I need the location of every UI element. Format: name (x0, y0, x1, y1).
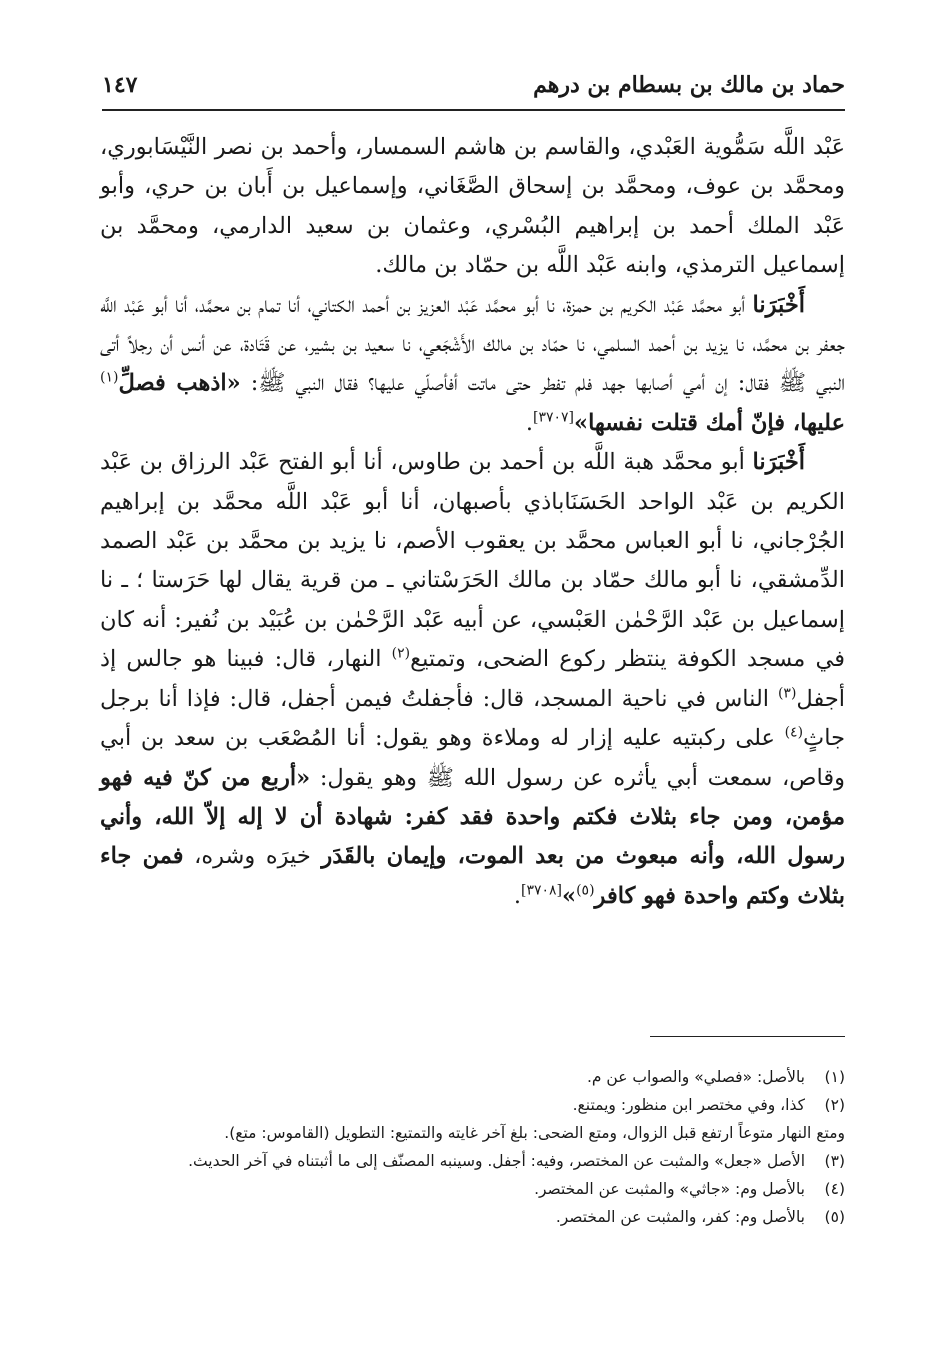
paragraph-3-lead: أَخْبَرَنا (752, 449, 805, 476)
hadith-quote-2-close: » (562, 882, 577, 909)
paragraph-2-end: . (525, 409, 533, 436)
paragraph-2-lead: أَخْبَرَنا (752, 291, 805, 318)
hadith-number-3708: [٣٧٠٨] (521, 882, 563, 899)
footnote-text: كذا، وفي مختصر ابن منظور: ويمتنع. (572, 1096, 805, 1114)
footnote-text: بالأصل: «فصلي» والصواب عن م. (586, 1068, 805, 1086)
footnote-number: (٣) (824, 1152, 845, 1170)
footnote-text: الأصل «جعل» والمثبت عن المختصر، وفيه: أجفل. وسينبه المصنّف إلى ما أثبتناه في آخر الحديث. (188, 1152, 805, 1170)
footnote-marker-5: (٥) (576, 882, 595, 899)
paragraph-3-text-b: النهار، قال: فبينا هو جالس إذ أجفل (100, 646, 845, 712)
footnote-separator (650, 1036, 845, 1037)
paragraph-3 (100, 443, 845, 916)
footnote-number: (٥) (824, 1208, 845, 1226)
footnote-item (100, 1091, 845, 1119)
footnote-marker-2: (٢) (391, 645, 411, 662)
footnote-number: (٤) (824, 1180, 845, 1198)
footnotes (100, 1063, 845, 1231)
footnote-item (100, 1147, 845, 1175)
footnote-number: (٢) (824, 1096, 845, 1114)
paragraph-3-mid: خيرَه وشره، (183, 843, 322, 870)
paragraph-2 (100, 286, 845, 444)
footnote-item (100, 1063, 845, 1091)
footnote-marker-1: (١) (100, 369, 119, 386)
hadith-quote-1a: «اذهب فصلِّ (118, 370, 241, 397)
footnote-item (100, 1203, 845, 1231)
hadith-number-3707: [٣٧٠٧] (533, 409, 575, 426)
page-header (102, 72, 845, 106)
paragraph-1: عَبْد اللَّه سَمُّوية العَبْدي، والقاسم بن هاشم السمسار، وأحمد بن نصر النَّيْسَابوري، ومحمَّد بن عوف، ومحمَّد بن إسحاق الصَّغَاني، وإسماعيل بن أَبان بن حري، وأبو عَبْد الملك أحمد بن إبراهيم البُسْري، وعثمان بن سعيد الدارمي، ومحمَّد بن إسماعيل الترمذي، وابنه عَبْد اللَّه بن حمّاد بن مالك. (100, 134, 845, 279)
page-number: ١٤٧ (102, 72, 138, 98)
footnote-marker-3: (٣) (777, 685, 797, 702)
paragraph-3-end: . (513, 882, 521, 909)
hadith-quote-2a: «أربع من كنّ فيه فهو مؤمن، ومن جاء بثلاث فكتم واحدة فقد كفر: شهادة أن لا إله إلاّ الله، وأني رسول الله، وأنه مبعوث من بعد الموت، وإيمان بالقَدَر (100, 764, 845, 870)
footnote-item (100, 1175, 845, 1203)
running-title: حماد بن مالك بن بسطام بن درهم (533, 72, 845, 98)
paragraph-3-text-a: أبو محمَّد هبة اللَّه بن أحمد بن طاوس، أنا أبو الفتح عَبْد الرزاق بن عَبْد الكريم بن عَبْد الواحد الحَسَنَاباذي بأصبهان، أنا أبو عَبْد اللَّه محمَّد بن إبراهيم الجُرْجاني، نا أبو العباس محمَّد بن يعقوب الأصم، نا يزيد بن محمَّد بن عَبْد الصمد الدِّمشقي، نا أبو مالك حمّاد بن مالك الحَرَسْتاني ـ من قرية يقال لها حَرَستا ؛ ـ نا إسماعيل بن عَبْد الرَّحْمٰن العَبْسي، عن أبيه عَبْد الرَّحْمٰن بن عُبَيْد بن نُفير: أنه كان في مسجد الكوفة ينتظر ركوع الضحى، وتمتيع (100, 449, 846, 673)
hadith-quote-1b: عليها، فإنّ أمك قتلت نفسها» (574, 409, 845, 436)
footnote-marker-4: (٤) (784, 724, 804, 741)
footnote-text: ومتع النهار متوعاً ارتفع قبل الزوال، ومتع الضحى: بلغ آخر غايته والتمتيع: التطويل (القاموس: متع). (224, 1124, 845, 1142)
main-text (100, 128, 845, 916)
paragraph-3-text-d: على ركبتيه عليه إزار له وملاءة وهو يقول: أنا المُصْعَب بن سعد بن أبي وقاص، سمعت أبي يأثره عن رسول الله ﷺ وهو يقول: (100, 725, 845, 791)
footnote-number: (١) (824, 1068, 845, 1086)
footnote-text: بالأصل وم: كفر، والمثبت عن المختصر. (555, 1208, 805, 1226)
paragraph-2-text: أبو محمَّد عَبْد الكريم بن حمزة، نا أبو محمَّد عَبْد العزيز بن أحمد الكتاني، أنا تمام بن محمَّد، أنا أبو عَبْد اللَّه جعفر بن محمَّد، نا يزيد بن أحمد السلمي، نا حمّاد بن مالك الأَشْجَعي، نا سعيد بن بشير، عن قَتَادة، عن أنس أن رجلاً أتى النبي ﷺ فقال: إن أمي أصابها جهد فلم تفطر حتى ماتت أفأصلّي عليها؟ فقال النبي ﷺ: (100, 291, 845, 397)
header-rule (102, 109, 845, 111)
hadith-quote-2b: فمن جاء بثلاث وكتم واحدة فهو كافر (100, 843, 845, 909)
footnote-continuation (100, 1119, 845, 1147)
footnote-text: بالأصل وم: «جاثي» والمثبت عن المختصر. (534, 1180, 805, 1198)
paragraph-3-text-c: الناس في ناحية المسجد، قال: فأجفلتُ فيمن أجفل، قال: فإذا أنا برجل جاثٍ (100, 685, 845, 752)
